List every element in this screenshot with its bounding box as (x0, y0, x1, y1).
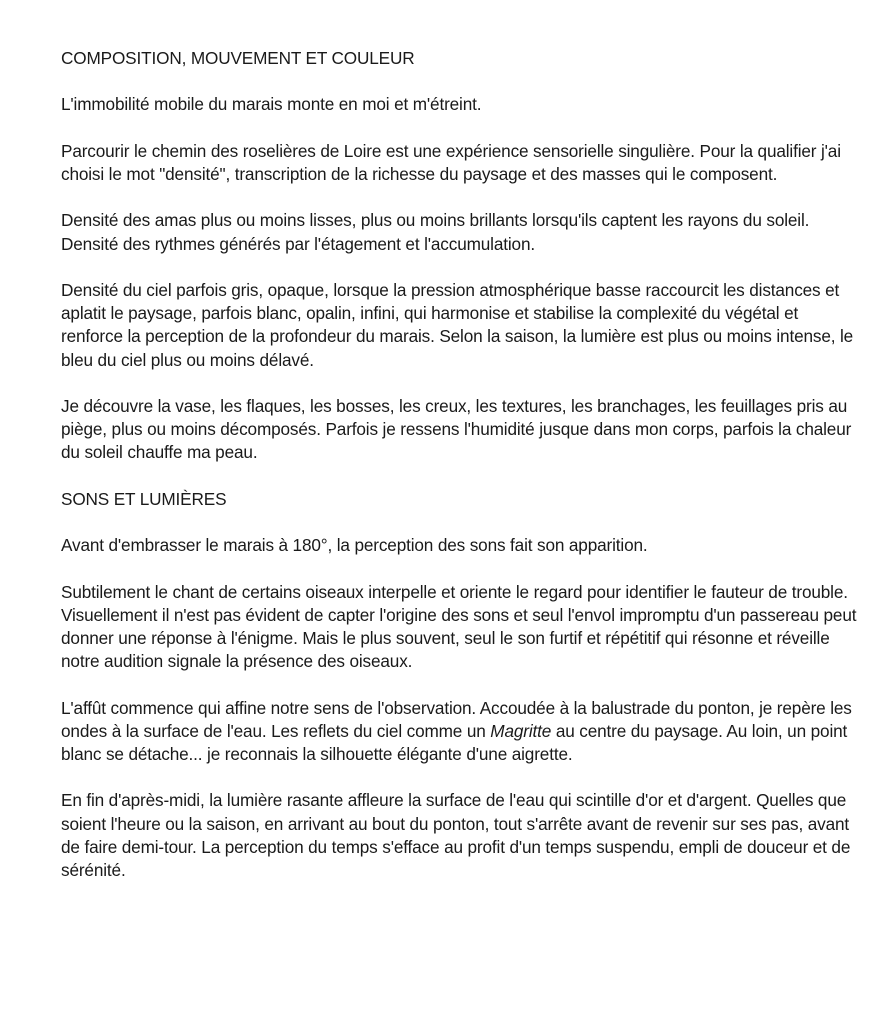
document-page (61, 47, 861, 905)
paragraph: Subtilement le chant de certains oiseaux interpelle et oriente le regard pour identifier le fauteur de trouble. Visuellement il n'est pas évident de capter l'origine des sons et seul l'envol impromptu d'un passereau peut donner une réponse à l'énigme. Mais le plus souvent, seul le son furtif et répétitif qui résonne et réveille notre audition signale la présence des oiseaux. (61, 581, 857, 672)
paragraph: Je découvre la vase, les flaques, les bosses, les creux, les textures, les branchages, les feuillages pris au piège, plus ou moins décomposés. Parfois je ressens l'humidité jusque dans mon corps, parfois la chaleur du soleil chauffe ma peau. (61, 395, 852, 463)
paragraph-magritte (61, 697, 861, 767)
paragraph: Avant d'embrasser le marais à 180°, la perception des sons fait son apparition. (61, 535, 648, 556)
paragraph: En fin d'après-midi, la lumière rasante affleure la surface de l'eau qui scintille d'or et d'argent. Quelles que soient l'heure ou la saison, en arrivant au bout du ponton, tout s'arrête avant de revenir sur ses pas, avant de faire demi-tour. La perception du temps s'efface au profit d'un temps suspendu, empli de douceur et de sérénité. (61, 790, 851, 880)
paragraph-text: au centre du paysage. Au loin, un point blanc se détache... je reconnais la silhouette élégante d'une aigrette. (61, 720, 848, 764)
section-heading-composition: COMPOSITION, MOUVEMENT ET COULEUR (61, 48, 415, 68)
section-heading-sons: SONS ET LUMIÈRES (61, 488, 227, 509)
italic-artist-name: Magritte (490, 720, 552, 741)
paragraph: L'immobilité mobile du marais monte en moi et m'étreint. (61, 94, 482, 115)
paragraph: Parcourir le chemin des roselières de Loire est une expérience sensorielle singulière. Pour la qualifier j'ai choisi le mot "densité", transcription de la richesse du paysage et des masses qui le composent. (61, 140, 841, 184)
paragraph-text: L'affût commence qui affine notre sens de l'observation. Accoudée à la balustrade du ponton, je repère les ondes à la surface de l'eau. Les reflets du ciel comme un (61, 697, 852, 741)
paragraph: Densité du ciel parfois gris, opaque, lorsque la pression atmosphérique basse raccourcit les distances et aplatit le paysage, parfois blanc, opalin, infini, qui harmonise et stabilise la complexité du végétal et renforce la perception de la profondeur du marais. Selon la saison, la lumière est plus ou moins intense, le bleu du ciel plus ou moins délavé. (61, 279, 854, 370)
paragraph: Densité des amas plus ou moins lisses, plus ou moins brillants lorsqu'ils captent les rayons du soleil. Densité des rythmes générés par l'étagement et l'accumulation. (61, 210, 810, 254)
